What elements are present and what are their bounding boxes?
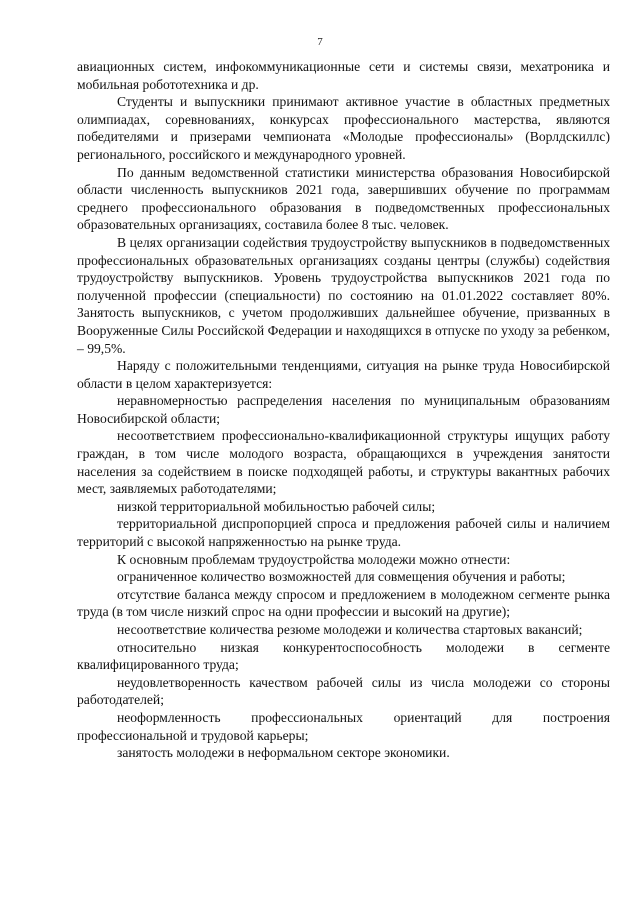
- paragraph: По данным ведомственной статистики министерства образования Новосибирской области численность выпускников 2021 года, завершивших обучение по программам среднего профессионального образования в подведомственных профессиональных образовательных организациях, составила более 8 тыс. человек.: [77, 164, 610, 233]
- list-item: отсутствие баланса между спросом и предложением в молодежном сегменте рынка труда (в том числе низкий спрос на одни профессии и высокий на другие);: [77, 586, 610, 620]
- paragraph: авиационных систем, инфокоммуникационные сети и системы связи, мехатроника и мобильная робототехника и др.: [77, 59, 610, 92]
- paragraph: К основным проблемам трудоустройства молодежи можно отнести:: [117, 551, 511, 567]
- list-item: территориальной диспропорцией спроса и предложения рабочей силы и наличием территорий с высокой напряженностью на рынке труда.: [77, 516, 610, 550]
- list-item: неоформленность профессиональных ориентаций для построения профессиональной и трудовой карьеры;: [77, 709, 610, 743]
- document-body: [77, 58, 610, 762]
- list-item: ограниченное количество возможностей для совмещения обучения и работы;: [117, 569, 566, 585]
- list-item: несоответствием профессионально-квалификационной структуры ищущих работу граждан, в том числе молодого возраста, обращающихся в учреждения занятости населения за содействием в поиске подходящей работы, и структуры вакантных рабочих мест, заявляемых работодателями;: [77, 428, 610, 497]
- list-item: занятость молодежи в неформальном секторе экономики.: [117, 745, 450, 761]
- list-item: неравномерностью распределения населения по муниципальным образованиям Новосибирской области;: [77, 393, 610, 426]
- paragraph: В целях организации содействия трудоустройству выпускников в подведомственных профессиональных образовательных организациях созданы центры (службы) содействия трудоустройству выпускников. Уровень трудоустройства выпускников 2021 года по полученной профессии (специальности) по состоянию на 01.01.2022 составляет 80%. Занятость выпускников, с учетом продолживших дальнейшее обучение, призванных в Вооруженные Силы Российской Федерации и находящихся в отпуске по уходу за ребенком, – 99,5%.: [77, 234, 610, 356]
- paragraph: Наряду с положительными тенденциями, ситуация на рынке труда Новосибирской области в целом характеризуется:: [77, 358, 610, 391]
- list-item: несоответствие количества резюме молодежи и количества стартовых вакансий;: [117, 622, 583, 637]
- list-item: неудовлетворенность качеством рабочей силы из числа молодежи со стороны работодателей;: [77, 674, 610, 708]
- page-number: 7: [317, 36, 323, 48]
- list-item: низкой территориальной мобильностью рабочей силы;: [117, 498, 436, 514]
- paragraph: Студенты и выпускники принимают активное участие в областных предметных олимпиадах, соревнованиях, конкурсах профессионального мастерства, являются победителями и призерами чемпионата «Молодые профессионалы» (Ворлдскиллс) регионального, российского и международного уровней.: [77, 94, 610, 162]
- list-item: относительно низкая конкурентоспособность молодежи в сегменте квалифицированного труда;: [77, 639, 610, 673]
